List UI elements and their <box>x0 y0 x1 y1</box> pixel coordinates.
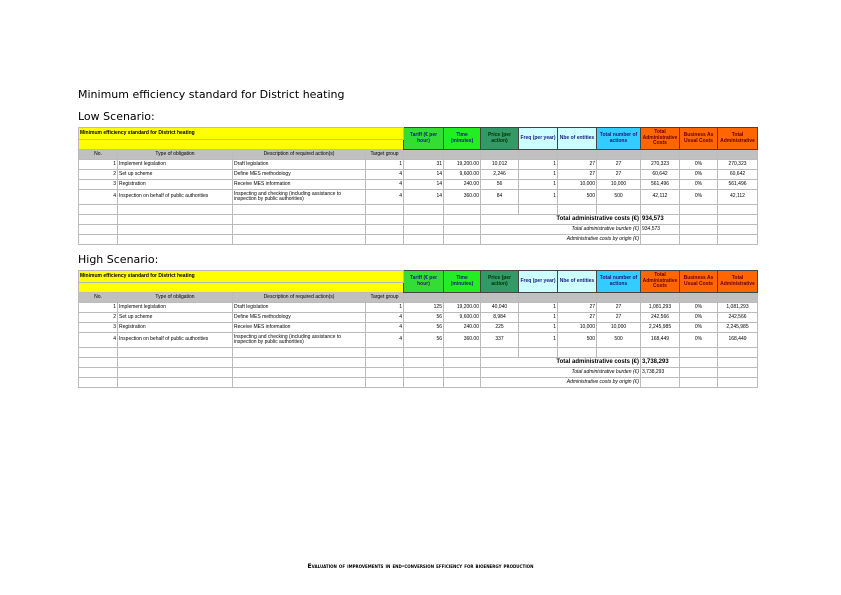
cell-total-admin: 60,642 <box>641 170 680 180</box>
cell-total-number: 27 <box>597 303 641 313</box>
origin-label: Administrative costs by origin (€) <box>481 235 641 245</box>
cell-type: Inspection on behalf of public authorities <box>118 190 233 205</box>
blank-cell <box>118 378 233 388</box>
blank-cell <box>444 215 481 225</box>
total-value: 3,738,293 <box>641 358 680 368</box>
blank-cell <box>366 215 404 225</box>
cell-price: 40,040 <box>481 303 519 313</box>
header-bau: Business As Usual Costs <box>680 271 718 293</box>
header-freq: Freq (per year) <box>519 128 558 150</box>
header-type: Type of obligation <box>118 150 233 160</box>
footer-text: Evaluation of improvements in end-conversion efficiency for bioenergy production <box>307 563 534 570</box>
blank-cell <box>597 150 641 160</box>
blank-cell <box>404 293 444 303</box>
header-total-admin: Total Administrative Costs <box>641 271 680 293</box>
blank-cell <box>718 235 758 245</box>
cell-bau: 0% <box>680 303 718 313</box>
table-row <box>79 160 758 170</box>
table-row <box>79 323 758 333</box>
cell-tariff: 56 <box>404 323 444 333</box>
cell-freq: 1 <box>519 170 558 180</box>
blank-cell <box>519 205 558 215</box>
cell-type: Set up scheme <box>118 313 233 323</box>
cell-tariff: 56 <box>404 313 444 323</box>
blank-cell <box>404 348 444 358</box>
cell-time: 240.00 <box>444 180 481 190</box>
cell-nbe: 27 <box>558 303 597 313</box>
burden-row <box>79 368 758 378</box>
blank-cell <box>718 150 758 160</box>
header-total-number: Total number of actions <box>597 271 641 293</box>
blank-cell <box>79 140 404 150</box>
cell-type: Set up scheme <box>118 170 233 180</box>
header-row <box>79 128 758 140</box>
header-total-admin: Total Administrative Costs <box>641 128 680 150</box>
cell-freq: 1 <box>519 323 558 333</box>
header-desc: Description of required action(s) <box>233 150 366 160</box>
header-nbe: Nbe of entities <box>558 271 597 293</box>
cell-tariff: 31 <box>404 160 444 170</box>
cell-total-number: 10,000 <box>597 323 641 333</box>
header-bau: Business As Usual Costs <box>680 128 718 150</box>
cell-desc: Draft legislation <box>233 160 366 170</box>
high-scenario-table <box>78 270 758 388</box>
blank-cell <box>641 235 680 245</box>
cell-nbe: 500 <box>558 333 597 348</box>
cell-no: 3 <box>79 323 118 333</box>
cell-total-admin: 242,566 <box>641 313 680 323</box>
blank-cell <box>641 293 680 303</box>
burden-label: Total administrative burden (€) <box>481 225 641 235</box>
column-header-row <box>79 293 758 303</box>
blank-cell <box>481 150 519 160</box>
cell-target: 1 <box>366 160 404 170</box>
cell-freq: 1 <box>519 180 558 190</box>
header-tariff: Tariff (€ per hour) <box>404 128 444 150</box>
header-target: Target group <box>366 293 404 303</box>
cell-total-admin2: 168,449 <box>718 333 758 348</box>
cell-type: Registration <box>118 180 233 190</box>
blank-cell <box>79 235 118 245</box>
blank-cell <box>118 348 233 358</box>
empty-row <box>79 348 758 358</box>
burden-value: 934,573 <box>641 225 680 235</box>
blank-cell <box>481 205 519 215</box>
cell-bau: 0% <box>680 323 718 333</box>
cell-bau: 0% <box>680 170 718 180</box>
blank-cell <box>404 205 444 215</box>
cell-desc: Receive MES information <box>233 180 366 190</box>
cell-time: 240.00 <box>444 323 481 333</box>
blank-cell <box>680 368 718 378</box>
cell-bau: 0% <box>680 313 718 323</box>
blank-cell <box>79 368 118 378</box>
header-time: Time (minutes) <box>444 128 481 150</box>
cell-no: 1 <box>79 303 118 313</box>
blank-cell <box>366 358 404 368</box>
cell-freq: 1 <box>519 190 558 205</box>
blank-cell <box>118 358 233 368</box>
blank-cell <box>718 205 758 215</box>
cell-target: 4 <box>366 170 404 180</box>
cell-time: 19,200.00 <box>444 160 481 170</box>
cell-no: 2 <box>79 313 118 323</box>
header-price: Price (per action) <box>481 271 519 293</box>
cell-total-admin2: 2,245,985 <box>718 323 758 333</box>
cell-total-admin2: 42,112 <box>718 190 758 205</box>
total-value: 934,573 <box>641 215 680 225</box>
cell-total-admin: 1,081,293 <box>641 303 680 313</box>
header-time: Time (minutes) <box>444 271 481 293</box>
cell-time: 9,600.00 <box>444 170 481 180</box>
blank-cell <box>680 205 718 215</box>
blank-cell <box>680 215 718 225</box>
cell-nbe: 27 <box>558 170 597 180</box>
blank-cell <box>718 215 758 225</box>
blank-cell <box>118 225 233 235</box>
header-target: Target group <box>366 150 404 160</box>
cell-total-number: 27 <box>597 313 641 323</box>
cell-price: 2,246 <box>481 170 519 180</box>
blank-cell <box>444 150 481 160</box>
cell-target: 4 <box>366 323 404 333</box>
cell-desc: Inspecting and checking (including assistance to inspection by public authorities) <box>233 333 366 348</box>
blank-cell <box>118 368 233 378</box>
blank-cell <box>718 378 758 388</box>
page-footer <box>0 563 841 570</box>
total-label: Total administrative costs (€) <box>481 358 641 368</box>
blank-cell <box>558 150 597 160</box>
blank-cell <box>680 235 718 245</box>
blank-cell <box>404 235 444 245</box>
blank-cell <box>597 205 641 215</box>
blank-cell <box>680 293 718 303</box>
cell-total-admin2: 60,642 <box>718 170 758 180</box>
cell-target: 4 <box>366 190 404 205</box>
cell-desc: Define MES methodology <box>233 313 366 323</box>
blank-cell <box>233 358 366 368</box>
blank-cell <box>519 348 558 358</box>
cell-freq: 1 <box>519 313 558 323</box>
blank-cell <box>558 348 597 358</box>
blank-cell <box>233 235 366 245</box>
high-scenario-heading: High Scenario: <box>78 253 159 266</box>
blank-cell <box>404 215 444 225</box>
header-price: Price (per action) <box>481 128 519 150</box>
blank-cell <box>641 150 680 160</box>
cell-total-admin2: 1,081,293 <box>718 303 758 313</box>
cell-desc: Define MES methodology <box>233 170 366 180</box>
cell-total-admin2: 270,323 <box>718 160 758 170</box>
cell-total-admin: 270,323 <box>641 160 680 170</box>
table-row <box>79 303 758 313</box>
blank-cell <box>79 225 118 235</box>
cell-total-number: 500 <box>597 333 641 348</box>
blank-cell <box>519 293 558 303</box>
cell-type: Implement legislation <box>118 303 233 313</box>
table-row <box>79 333 758 348</box>
blank-cell <box>558 293 597 303</box>
cell-time: 360.00 <box>444 333 481 348</box>
origin-label: Administrative costs by origin (€) <box>481 378 641 388</box>
cell-price: 84 <box>481 190 519 205</box>
blank-cell <box>404 150 444 160</box>
blank-cell <box>79 358 118 368</box>
cell-nbe: 10,000 <box>558 323 597 333</box>
blank-cell <box>233 215 366 225</box>
header-nbe: Nbe of entities <box>558 128 597 150</box>
table-row <box>79 313 758 323</box>
blank-cell <box>444 358 481 368</box>
header-no: No. <box>79 150 118 160</box>
low-scenario-heading: Low Scenario: <box>78 110 155 123</box>
cell-type: Inspection on behalf of public authorities <box>118 333 233 348</box>
total-row <box>79 215 758 225</box>
cell-time: 9,600.00 <box>444 313 481 323</box>
blank-cell <box>79 283 404 293</box>
table-row <box>79 180 758 190</box>
blank-cell <box>404 358 444 368</box>
blank-cell <box>718 348 758 358</box>
blank-cell <box>366 235 404 245</box>
total-row <box>79 358 758 368</box>
blank-cell <box>444 205 481 215</box>
cell-total-admin: 2,245,985 <box>641 323 680 333</box>
cell-desc: Receive MES information <box>233 323 366 333</box>
cell-bau: 0% <box>680 190 718 205</box>
header-desc: Description of required action(s) <box>233 293 366 303</box>
blank-cell <box>404 378 444 388</box>
origin-row <box>79 235 758 245</box>
cell-freq: 1 <box>519 303 558 313</box>
header-type: Type of obligation <box>118 293 233 303</box>
blank-cell <box>444 378 481 388</box>
cell-total-number: 27 <box>597 170 641 180</box>
blank-cell <box>366 378 404 388</box>
blank-cell <box>597 348 641 358</box>
blank-cell <box>680 150 718 160</box>
cell-price: 56 <box>481 180 519 190</box>
cell-bau: 0% <box>680 333 718 348</box>
blank-cell <box>680 358 718 368</box>
header-total-admin2: Total Administrative <box>718 128 758 150</box>
cell-total-number: 10,000 <box>597 180 641 190</box>
column-header-row <box>79 150 758 160</box>
cell-time: 360.00 <box>444 190 481 205</box>
blank-cell <box>366 225 404 235</box>
cell-target: 4 <box>366 333 404 348</box>
header-total-number: Total number of actions <box>597 128 641 150</box>
blank-cell <box>444 293 481 303</box>
cell-total-admin2: 242,566 <box>718 313 758 323</box>
cell-tariff: 56 <box>404 333 444 348</box>
burden-row <box>79 225 758 235</box>
blank-cell <box>444 225 481 235</box>
blank-cell <box>641 348 680 358</box>
cell-total-number: 500 <box>597 190 641 205</box>
blank-cell <box>444 235 481 245</box>
table-row <box>79 170 758 180</box>
cell-no: 4 <box>79 333 118 348</box>
cell-freq: 1 <box>519 160 558 170</box>
blank-cell <box>404 225 444 235</box>
header-row <box>79 271 758 283</box>
blank-cell <box>718 358 758 368</box>
blank-cell <box>233 368 366 378</box>
cell-nbe: 500 <box>558 190 597 205</box>
cell-price: 225 <box>481 323 519 333</box>
blank-cell <box>118 205 233 215</box>
cell-total-admin: 168,449 <box>641 333 680 348</box>
cell-no: 2 <box>79 170 118 180</box>
table-title: Minimum efficiency standard for District heating <box>79 271 404 283</box>
page-title: Minimum efficiency standard for District heating <box>78 88 345 101</box>
table-title: Minimum efficiency standard for District heating <box>79 128 404 140</box>
blank-cell <box>718 368 758 378</box>
low-scenario-table <box>78 127 758 245</box>
cell-price: 10,012 <box>481 160 519 170</box>
cell-freq: 1 <box>519 333 558 348</box>
cell-desc: Draft legislation <box>233 303 366 313</box>
blank-cell <box>118 235 233 245</box>
burden-label: Total administrative burden (€) <box>481 368 641 378</box>
blank-cell <box>366 205 404 215</box>
cell-bau: 0% <box>680 160 718 170</box>
header-no: No. <box>79 293 118 303</box>
blank-cell <box>233 348 366 358</box>
blank-cell <box>79 215 118 225</box>
blank-cell <box>481 348 519 358</box>
blank-cell <box>233 225 366 235</box>
blank-cell <box>79 348 118 358</box>
blank-cell <box>404 368 444 378</box>
cell-total-admin: 561,496 <box>641 180 680 190</box>
cell-tariff: 14 <box>404 180 444 190</box>
blank-cell <box>233 205 366 215</box>
cell-bau: 0% <box>680 180 718 190</box>
blank-cell <box>79 378 118 388</box>
cell-desc: Inspecting and checking (including assistance to inspection by public authorities) <box>233 190 366 205</box>
cell-nbe: 10,000 <box>558 180 597 190</box>
blank-cell <box>680 225 718 235</box>
cell-target: 4 <box>366 180 404 190</box>
blank-cell <box>481 293 519 303</box>
cell-no: 4 <box>79 190 118 205</box>
cell-total-admin: 42,112 <box>641 190 680 205</box>
cell-type: Implement legislation <box>118 160 233 170</box>
cell-target: 1 <box>366 303 404 313</box>
cell-no: 1 <box>79 160 118 170</box>
blank-cell <box>680 348 718 358</box>
table-row <box>79 190 758 205</box>
origin-row <box>79 378 758 388</box>
cell-price: 337 <box>481 333 519 348</box>
blank-cell <box>444 368 481 378</box>
blank-cell <box>118 215 233 225</box>
blank-cell <box>718 293 758 303</box>
blank-cell <box>641 205 680 215</box>
header-tariff: Tariff (€ per hour) <box>404 271 444 293</box>
blank-cell <box>519 150 558 160</box>
cell-tariff: 125 <box>404 303 444 313</box>
blank-cell <box>79 205 118 215</box>
header-total-admin2: Total Administrative <box>718 271 758 293</box>
cell-nbe: 27 <box>558 313 597 323</box>
empty-row <box>79 205 758 215</box>
cell-type: Registration <box>118 323 233 333</box>
total-label: Total administrative costs (€) <box>481 215 641 225</box>
burden-value: 3,738,293 <box>641 368 680 378</box>
blank-cell <box>444 348 481 358</box>
blank-cell <box>558 205 597 215</box>
header-freq: Freq (per year) <box>519 271 558 293</box>
blank-cell <box>718 225 758 235</box>
cell-no: 3 <box>79 180 118 190</box>
cell-time: 19,200.00 <box>444 303 481 313</box>
cell-total-admin2: 561,496 <box>718 180 758 190</box>
blank-cell <box>597 293 641 303</box>
cell-target: 4 <box>366 313 404 323</box>
cell-price: 8,984 <box>481 313 519 323</box>
blank-cell <box>366 368 404 378</box>
cell-nbe: 27 <box>558 160 597 170</box>
blank-cell <box>366 348 404 358</box>
cell-total-number: 27 <box>597 160 641 170</box>
cell-tariff: 14 <box>404 170 444 180</box>
blank-cell <box>680 378 718 388</box>
blank-cell <box>641 378 680 388</box>
cell-tariff: 14 <box>404 190 444 205</box>
blank-cell <box>233 378 366 388</box>
